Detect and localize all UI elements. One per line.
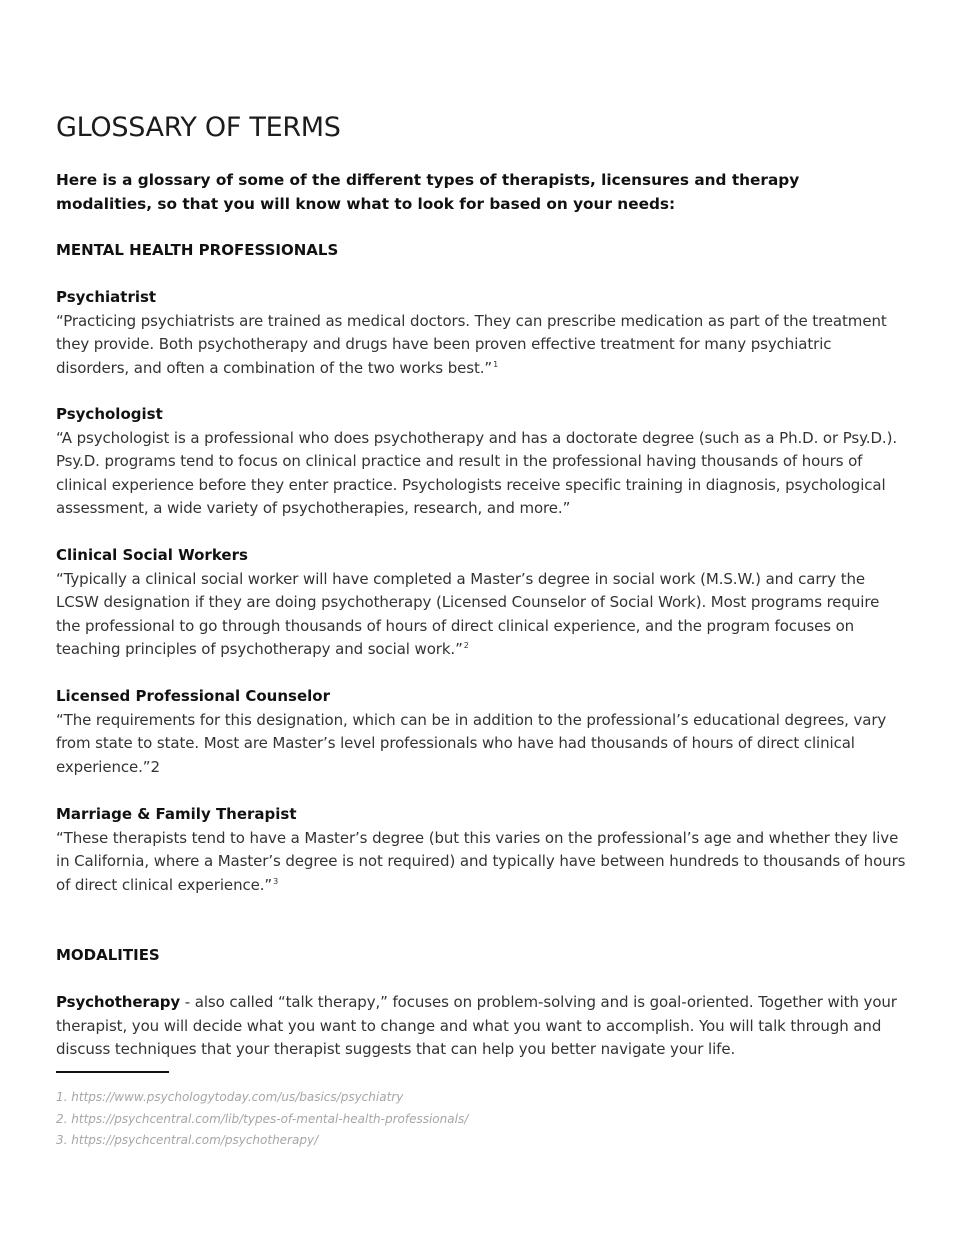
entry-description-text: “Practicing psychiatrists are trained as medical doctors. They can prescribe medication as part of the treatment they provide. Both psychotherapy and drugs have been proven effective treatment for many psychiatric disorders, and often a combination of the two works best.” <box>56 311 887 377</box>
footnote-divider <box>56 1071 169 1073</box>
entry-title: Marriage & Family Therapist <box>56 805 297 823</box>
entry-title: Licensed Professional Counselor <box>56 687 330 705</box>
glossary-entry-psychiatrist <box>56 286 906 380</box>
entry-description <box>56 709 906 780</box>
section-heading-modalities: MODALITIES <box>56 946 160 964</box>
entry-description-text: “The requirements for this designation, which can be in addition to the professional’s educational degrees, vary from state to state. Most are Master’s level professionals who have had thousands of hours of direct clinical experience.”2 <box>56 710 887 776</box>
footnote-3: 3. https://psychcentral.com/psychotherapy/ <box>56 1133 319 1147</box>
section-heading-professionals: MENTAL HEALTH PROFESSIONALS <box>56 241 339 259</box>
footnote-2: 2. https://psychcentral.com/lib/types-of-mental-health-professionals/ <box>56 1111 469 1126</box>
entry-description-text: “A psychologist is a professional who does psychotherapy and has a doctorate degree (such as a Ph.D. or Psy.D.). Psy.D. programs tend to focus on clinical practice and result in the professional having thousands of hours of clinical experience before they enter practice. Psychologists receive specific training in diagnosis, psychological assessment, a wide variety of psychotherapies, research, and more.” <box>56 428 897 517</box>
entry-title: Psychologist <box>56 405 163 423</box>
entry-title: Psychiatrist <box>56 288 157 306</box>
entry-description-text: “Typically a clinical social worker will have completed a Master’s degree in social work (M.S.W.) and carry the LCSW designation if they are doing psychotherapy (Licensed Counselor of Social Work). Most programs require the professional to go through thousands of hours of direct clinical experience, and the program focuses on teaching principles of psychotherapy and social work.” <box>56 569 880 658</box>
glossary-entry-clinical-social-workers <box>56 544 906 662</box>
entry-description-text: “These therapists tend to have a Master’s degree (but this varies on the professional’s age and whether they live in California, where a Master’s degree is not required) and typically have between hundreds to thousands of hours of direct clinical experience.” <box>56 828 906 894</box>
footnote-ref: 1 <box>493 359 499 369</box>
footnote-ref: 3 <box>273 876 279 886</box>
entry-description <box>56 827 906 898</box>
glossary-entry-licensed-professional-counselor <box>56 685 906 779</box>
modality-term: Psychotherapy <box>56 993 181 1011</box>
intro-text: Here is a glossary of some of the different types of therapists, licensures and therapy modalities, so that you will know what to look for based on your needs: <box>56 171 800 213</box>
entry-title: Clinical Social Workers <box>56 546 248 564</box>
footnote-1: 1. https://www.psychologytoday.com/us/basics/psychiatry <box>56 1090 404 1104</box>
glossary-entry-psychologist <box>56 403 906 521</box>
glossary-entry-marriage-family-therapist <box>56 803 906 897</box>
modality-description: - also called “talk therapy,” focuses on problem-solving and is goal-oriented. Together with your therapist, you will decide what you want to change and what you want to accomplish. You will talk through and discuss techniques that your therapist suggests that can help you better navigate your life. <box>56 993 897 1058</box>
modality-psychotherapy <box>56 991 906 1062</box>
entry-description <box>56 310 906 381</box>
entry-description <box>56 427 906 521</box>
footnotes <box>56 1087 468 1152</box>
entry-description <box>56 568 906 662</box>
page-title: GLOSSARY OF TERMS <box>56 112 341 143</box>
footnote-ref: 2 <box>463 641 469 650</box>
